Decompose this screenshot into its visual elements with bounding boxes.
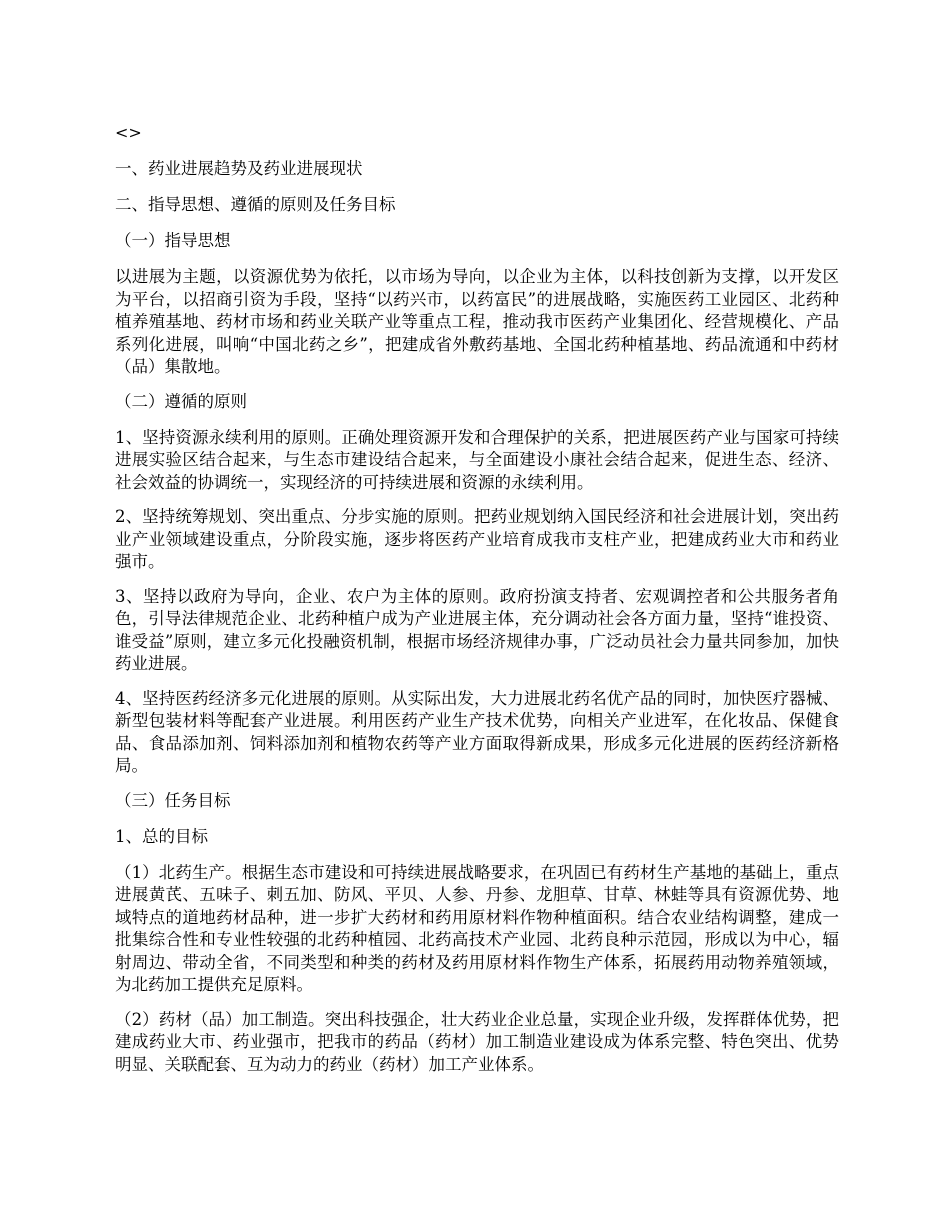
document-body — [115, 122, 839, 1088]
subsection-heading-guiding-thought: （一）指导思想 — [115, 231, 231, 250]
section-heading-1: 一、药业进展趋势及药业进展现状 — [115, 159, 363, 178]
paragraph-goal-2: （2）药材（品）加工制造。突出科技强企，壮大药业企业总量，实现企业升级，发挥群体优势，把建成药业大市、药业强市，把我市的药品（药材）加工制造业建设成为体系完整、特色突出、优势明显、关联配套、互为动力的药业（药材）加工产业体系。 — [115, 1009, 839, 1074]
section-heading-2: 二、指导思想、遵循的原则及任务目标 — [115, 195, 396, 214]
goal-heading-overall: 1、总的目标 — [115, 826, 208, 846]
subsection-heading-principles: （二）遵循的原则 — [115, 391, 247, 411]
paragraph-goal-1: （1）北药生产。根据生态市建设和可持续进展战略要求，在巩固已有药材生产基地的基础上，重点进展黄芪、五味子、刺五加、防风、平贝、人参、丹参、龙胆草、甘草、林蛙等具有资源优势、地域特点的道地药材品种，进一步扩大药材和药用原材料作物种植面积。结合农业结构调整，建成一批集综合性和专业性较强的北药种植园、北药高技术产业园、北药良种示范园，形成以为中心，辐射周边、带动全省，不同类型和种类的药材及药用原材料作物生产体系，拓展药用动物养殖领域，为北药加工提供充足原料。 — [115, 862, 839, 994]
subsection-heading-goals: （三）任务目标 — [115, 790, 231, 810]
paragraph-principle-1: 1、坚持资源永续利用的原则。正确处理资源开发和合理保护的关系，把进展医药产业与国家可持续进展实验区结合起来，与生态市建设结合起来，与全面建设小康社会结合起来，促进生态、经济、社会效益的协调统一，实现经济的可持续进展和资源的永续利用。 — [115, 427, 839, 492]
document-marker: <> — [115, 123, 142, 142]
paragraph-principle-3: 3、坚持以政府为导向，企业、农户为主体的原则。政府扮演支持者、宏观调控者和公共服务者角色，引导法律规范企业、北药种植户成为产业进展主体，充分调动社会各方面力量，坚持“谁投资、谁受益”原则，建立多元化投融资机制，根据市场经济规律办事，广泛动员社会力量共同参加，加快药业进展。 — [115, 586, 839, 673]
paragraph-guiding-thought: 以进展为主题，以资源优势为依托，以市场为导向，以企业为主体，以科技创新为支撑，以开发区为平台，以招商引资为手段，坚持“以药兴市，以药富民”的进展战略，实施医药工业园区、北药种植养殖基地、药材市场和药业关联产业等重点工程，推动我市医药产业集团化、经营规模化、产品系列化进展，叫响“中国北药之乡”，把建成省外敷药基地、全国北药种植基地、药品流通和中药材（品）集散地。 — [115, 267, 839, 376]
paragraph-principle-4: 4、坚持医药经济多元化进展的原则。从实际出发，大力进展北药名优产品的同时，加快医疗器械、新型包装材料等配套产业进展。利用医药产业生产技术优势，向相关产业进军，在化妆品、保健食品、食品添加剂、饲料添加剂和植物农药等产业方面取得新成果，形成多元化进展的医药经济新格局。 — [115, 688, 839, 775]
paragraph-principle-2: 2、坚持统筹规划、突出重点、分步实施的原则。把药业规划纳入国民经济和社会进展计划，突出药业产业领域建设重点，分阶段实施，逐步将医药产业培育成我市支柱产业，把建成药业大市和药业强市。 — [115, 507, 839, 571]
